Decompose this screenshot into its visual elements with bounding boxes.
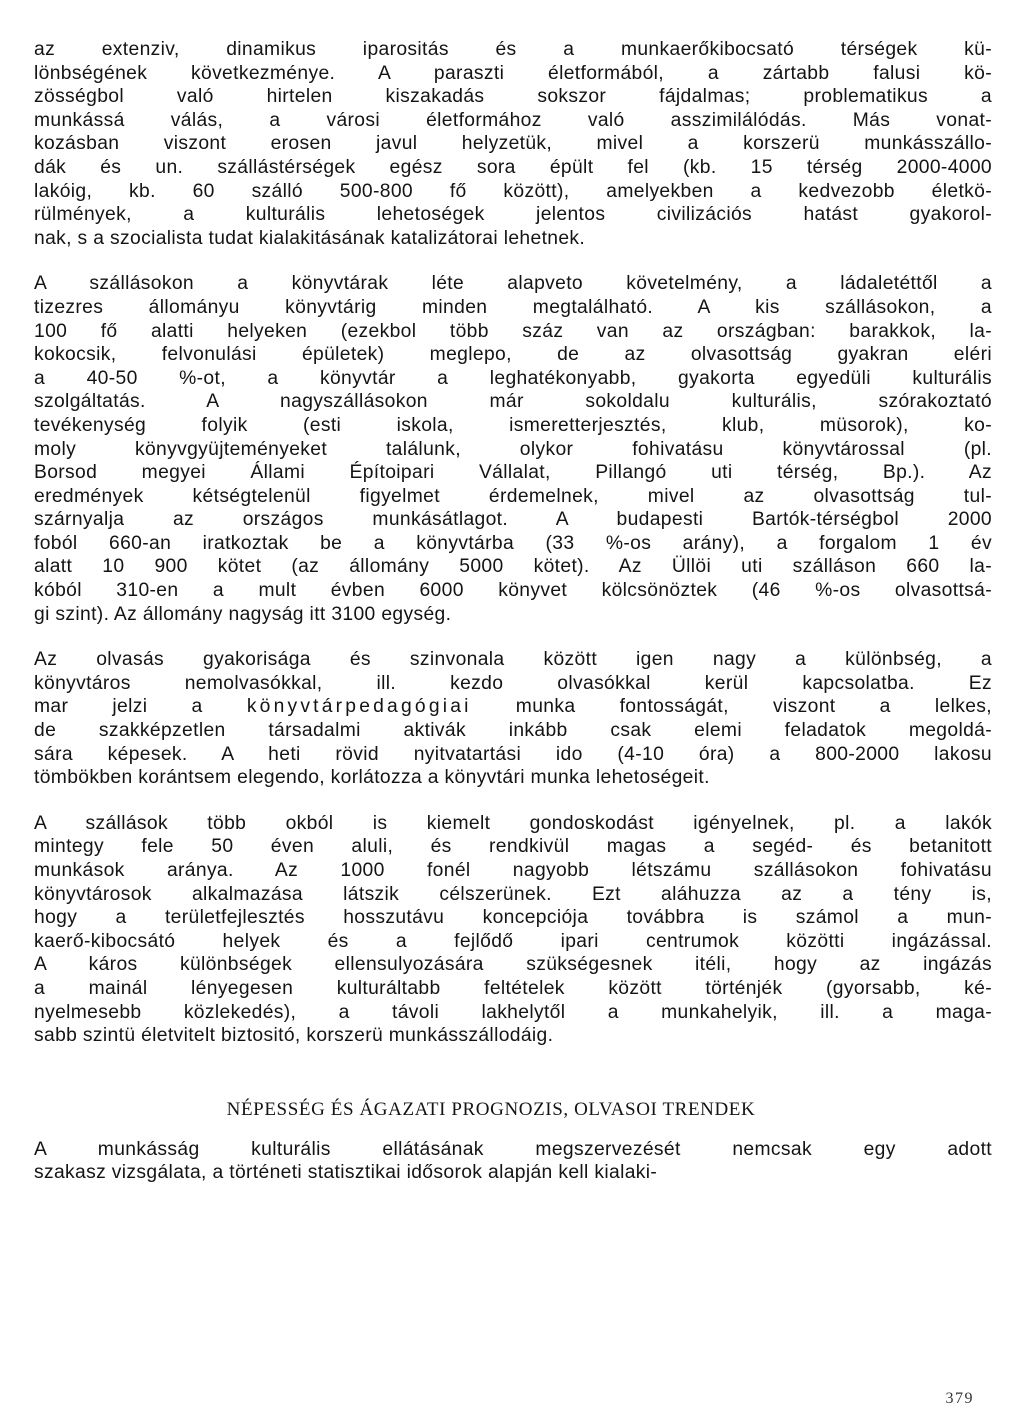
text-line: sára képesek. A heti rövid nyitvatartási ido (4-10 óra) a 800-2000 lakosu	[34, 743, 992, 765]
text-line: de szakképzetlen társadalmi aktivák inkább csak elemi feladatok megoldá-	[34, 720, 992, 742]
text-line: mintegy fele 50 éven aluli, és rendkivül magas a segéd- és betanitott	[34, 836, 992, 858]
text-line: kozásban viszont erosen javul helyzetük, mivel a korszerü munkásszállo-	[34, 133, 992, 155]
text-line: A szállások több okból is kiemelt gondoskodást igényelnek, pl. a lakók	[34, 812, 992, 834]
text-line: könyvtárosok alkalmazása látszik célszerünek. Ezt aláhuzza az a tény is,	[34, 883, 992, 905]
text-line: mar jelzi a könyvtárpedagógiai munka fontosságát, viszont a lelkes,	[34, 696, 992, 718]
text-line: lakóig, kb. 60 szálló 500-800 fő között), amelyekben a kedvezobb életkö-	[34, 180, 992, 202]
paragraph-2	[34, 272, 992, 626]
text-line: kaerő-kibocsátó helyek és a fejlődő ipari centrumok közötti ingázással.	[34, 930, 992, 952]
page-number: 379	[945, 1390, 974, 1407]
text-line: könyvtáros nemolvasókkal, ill. kezdo olvasókkal kerül kapcsolatba. Ez	[34, 672, 992, 694]
paragraph-4	[34, 812, 992, 1048]
emphasized-term: könyvtárpedagógiai	[246, 696, 472, 718]
text-line: tevékenység folyik (esti iskola, ismeretterjesztés, klub, müsorok), ko-	[34, 414, 992, 436]
text-line: A szállásokon a könyvtárak léte alapveto követelmény, a ládaletéttől a	[34, 273, 992, 295]
text-line: tömbökben korántsem elegendo, korlátozza a könyvtári munka lehetoségeit.	[34, 767, 710, 789]
text-line: a 40-50 %-ot, a könyvtár a leghatékonyabb, gyakorta egyedüli kulturális	[34, 367, 992, 389]
text-line: kokocsik, felvonulási épületek) meglepo, de az olvasottság gyakran eléri	[34, 344, 992, 366]
text-line: 100 fő alatti helyeken (ezekbol több száz van az országban: barakkok, la-	[34, 320, 992, 342]
paragraph-1	[34, 38, 992, 250]
text-line: lönbségének következménye. A paraszti életformából, a zártabb falusi kö-	[34, 62, 992, 84]
text-line: moly könyvgyüjteményeket találunk, olykor fohivatásu könyvtárossal (pl.	[34, 438, 992, 460]
text-line: munkások aránya. Az 1000 fonél nagyobb létszámu szállásokon fohivatásu	[34, 860, 992, 881]
text-line: szakasz vizsgálata, a történeti statisztikai idősorok alapján kell kialaki-	[34, 1162, 658, 1184]
text-line: nyelmesebb közlekedés), a távoli lakhelytől a munkahelyik, ill. a maga-	[34, 1001, 992, 1023]
text-line: kóból 310-en a mult évben 6000 könyvet kölcsönöztek (46 %-os olvasottsá-	[34, 580, 992, 602]
text-line: rülmények, a kulturális lehetoségek jelentos civilizációs hatást gyakorol-	[34, 204, 992, 226]
text-line: Az olvasás gyakorisága és szinvonala között igen nagy a különbség, a	[34, 649, 992, 671]
text-line: nak, s a szocialista tudat kialakitásának katalizátorai lehetnek.	[34, 227, 586, 249]
section-heading: NÉPESSÉG ÉS ÁGAZATI PROGNOZIS, OLVASOI TRENDEK	[226, 1098, 756, 1120]
paragraph-3	[34, 648, 992, 790]
text-line: szolgáltatás. A nagyszállásokon már sokoldalu kulturális, szórakoztató	[34, 391, 992, 413]
text-line: a mainál lényegesen kulturáltabb feltételek között történjék (gyorsabb, ké-	[34, 977, 992, 999]
paragraph-closing	[34, 1138, 992, 1185]
text-line: alatt 10 900 kötet (az állomány 5000 kötet). Az Üllöi uti szálláson 660 la-	[34, 556, 992, 578]
text-line: munkássá válás, a városi életformához való asszimilálódás. Más vonat-	[34, 109, 992, 131]
text-line: zösségbol való hirtelen kiszakadás sokszor fájdalmas; problematikus a	[34, 86, 992, 108]
text-line: sabb szintü életvitelt biztositó, korszerü munkásszállodáig.	[34, 1025, 554, 1047]
text-line: az extenziv, dinamikus iparositás és a munkaerőkibocsató térségek kü-	[34, 39, 992, 60]
text-line: eredmények kétségtelenül figyelmet érdemelnek, mivel az olvasottság tul-	[34, 485, 992, 507]
text-line: A káros különbségek ellensulyozására szükségesnek itéli, hogy az ingázás	[34, 954, 992, 976]
text-line: szárnyalja az országos munkásátlagot. A budapesti Bartók-térségbol 2000	[34, 509, 992, 531]
text-line: tizezres állományu könyvtárig minden megtalálható. A kis szállásokon, a	[34, 296, 992, 318]
text-line: A munkásság kulturális ellátásának megszervezését nemcsak egy adott	[34, 1138, 992, 1160]
text-line: gi szint). Az állomány nagyság itt 3100 egység.	[34, 603, 452, 625]
text-line: Borsod megyei Állami Építoipari Vállalat, Pillangó uti térség, Bp.). Az	[34, 462, 992, 484]
text-line: foból 660-an iratkoztak be a könyvtárba (33 %-os arány), a forgalom 1 év	[34, 532, 992, 554]
text-line: dák és un. szállástérségek egész sora épült fel (kb. 15 térség 2000-4000	[34, 156, 992, 178]
text-line: hogy a területfejlesztés hosszutávu koncepciója továbbra is számol a mun-	[34, 907, 992, 929]
document-page	[34, 38, 992, 1418]
